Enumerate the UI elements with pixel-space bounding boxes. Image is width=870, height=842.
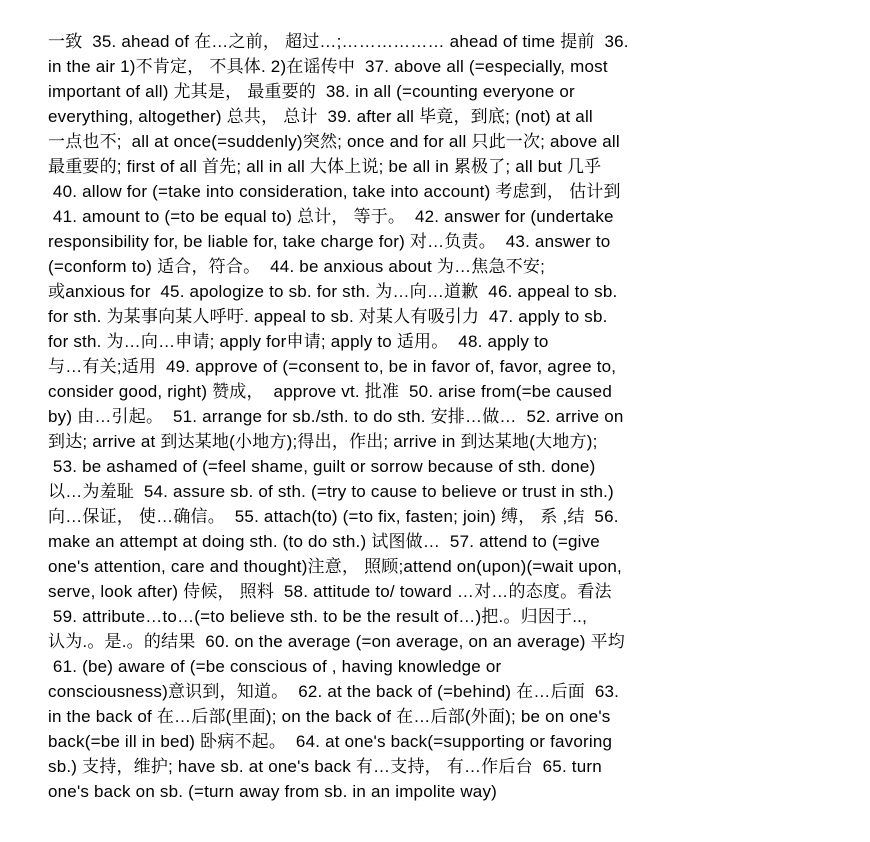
text-line: responsibility for, be liable for, take charge for) 对…负责。 43. answer to xyxy=(48,232,611,251)
text-line: (=conform to) 适合，符合。 44. be anxious about 为…焦急不安; xyxy=(48,257,546,276)
text-line: 认为.。是.。的结果 60. on the average (=on average, on an average) 平均 xyxy=(48,632,625,651)
text-line: 40. allow for (=take into consideration, take into account) 考虑到， 估计到 xyxy=(48,182,621,201)
text-line: serve, look after) 侍候， 照料 58. attitude to/ toward …对…的态度。看法 xyxy=(48,582,612,601)
text-line: 53. be ashamed of (=feel shame, guilt or sorrow because of sth. done) xyxy=(48,457,596,476)
text-line: make an attempt at doing sth. (to do sth.) 试图做… 57. attend to (=give xyxy=(48,532,600,551)
text-line: 一点也不; all at once(=suddenly)突然; once and for all 只此一次; above all xyxy=(48,132,620,151)
text-line: for sth. 为某事向某人呼吁. appeal to sb. 对某人有吸引力 47. apply to sb. xyxy=(48,307,608,326)
text-line: 到达; arrive at 到达某地(小地方);得出，作出; arrive in 到达某地(大地方); xyxy=(48,432,598,451)
text-line: 或anxious for 45. apologize to sb. for sth. 为…向…道歉 46. appeal to sb. xyxy=(48,282,618,301)
text-line: 以…为羞耻 54. assure sb. of sth. (=try to cause to believe or trust in sth.) xyxy=(48,482,614,501)
text-line: in the back of 在…后部(里面); on the back of 在…后部(外面); be on one's xyxy=(48,707,611,726)
text-line: for sth. 为…向…申请; apply for申请; apply to 适用。 48. apply to xyxy=(48,332,549,351)
text-line: 最重要的; first of all 首先; all in all 大体上说; be all in 累极了; all but 几乎 xyxy=(48,157,602,176)
text-line: 41. amount to (=to be equal to) 总计， 等于。 42. answer for (undertake xyxy=(48,207,614,226)
vocabulary-text-block xyxy=(48,29,840,804)
text-line: one's attention, care and thought)注意， 照顾;attend on(upon)(=wait upon, xyxy=(48,557,622,576)
text-line: everything, altogether) 总共， 总计 39. after all 毕竟，到底; (not) at all xyxy=(48,107,593,126)
text-line: one's back on sb. (=turn away from sb. in an impolite way) xyxy=(48,782,498,801)
text-line: consider good, right) 赞成， approve vt. 批准 50. arise from(=be caused xyxy=(48,382,612,401)
text-line: consciousness)意识到，知道。 62. at the back of (=behind) 在…后面 63. xyxy=(48,682,620,701)
text-line: sb.) 支持，维护; have sb. at one's back 有…支持， 有…作后台 65. turn xyxy=(48,757,602,776)
text-line: 59. attribute…to…(=to believe sth. to be the result of…)把.。归因于.., xyxy=(48,607,588,626)
text-line: by) 由…引起。 51. arrange for sb./sth. to do sth. 安排…做… 52. arrive on xyxy=(48,407,624,426)
text-line: 61. (be) aware of (=be conscious of , having knowledge or xyxy=(48,657,502,676)
text-line: 向…保证， 使…确信。 55. attach(to) (=to fix, fasten; join) 缚， 系 ,结 56. xyxy=(48,507,619,526)
text-line: 与…有关;适用 49. approve of (=consent to, be in favor of, favor, agree to, xyxy=(48,357,617,376)
text-line: important of all) 尤其是， 最重要的 38. in all (=counting everyone or xyxy=(48,82,575,101)
text-line: in the air 1)不肯定， 不具体. 2)在谣传中 37. above all (=especially, most xyxy=(48,57,608,76)
text-line: 一致 35. ahead of 在…之前， 超过…;……………… ahead of time 提前 36. xyxy=(48,32,629,51)
text-line: back(=be ill in bed) 卧病不起。 64. at one's back(=supporting or favoring xyxy=(48,732,613,751)
